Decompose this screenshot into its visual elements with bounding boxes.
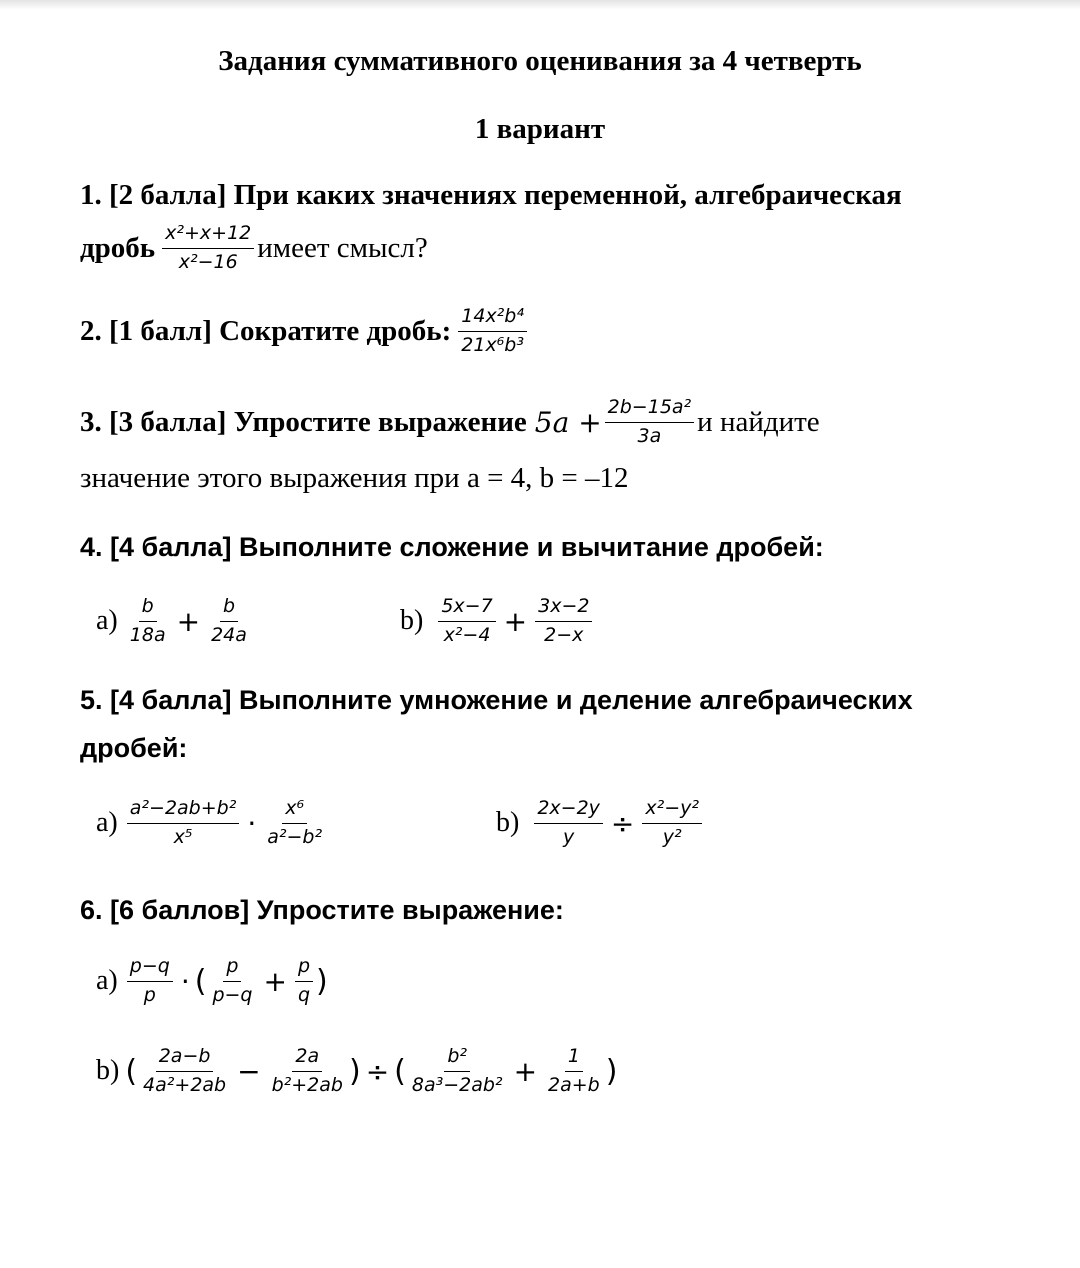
numerator: a²−2ab+b² <box>127 797 240 824</box>
variant-title: 1 вариант <box>474 113 606 145</box>
task-5a-label: a) <box>96 807 118 839</box>
numerator: 2x−2y <box>534 797 603 824</box>
task-5-heading-line2: дробей: <box>80 733 188 763</box>
denominator: 2a+b <box>548 1073 600 1096</box>
denominator: a²−b² <box>267 825 323 848</box>
plus-operator: + <box>503 604 528 638</box>
numerator: b <box>220 595 238 622</box>
numerator: b <box>139 595 157 622</box>
task-6b-fraction-3 <box>409 1045 506 1098</box>
denominator: p−q <box>212 983 253 1006</box>
numerator: p−q <box>127 955 173 982</box>
task-3-suffix: и найдите <box>697 405 820 438</box>
task-5-heading: 5. [4 балла] Выполните умножение и деление алгебраических <box>80 685 913 715</box>
plus-operator: + <box>513 1054 538 1088</box>
numerator: x⁶ <box>282 797 307 824</box>
task-4b-fraction-1 <box>438 595 495 648</box>
numerator: 2a <box>292 1045 322 1072</box>
task-2-fraction <box>458 305 527 358</box>
task-1-fraction <box>162 222 254 275</box>
task-1-suffix: имеет смысл? <box>257 231 428 264</box>
task-6a-fraction-3 <box>295 955 313 1008</box>
task-2-numerator: 14x²b⁴ <box>458 305 527 332</box>
denominator: 24a <box>211 623 247 646</box>
open-paren: ( <box>394 1053 406 1089</box>
task-1-numerator: x²+x+12 <box>162 222 254 249</box>
task-4a-fraction-1 <box>127 595 169 648</box>
task-4a-label: a) <box>96 605 118 637</box>
open-paren: ( <box>125 1053 138 1089</box>
task-5a-fraction-1 <box>127 797 240 850</box>
numerator: 3x−2 <box>535 595 592 622</box>
task-5b-fraction-2 <box>642 797 702 850</box>
task-2-line <box>80 305 530 358</box>
task-3-line2: значение этого выражения при a = 4, b = –12 <box>80 462 629 494</box>
task-4a-fraction-2 <box>208 595 250 648</box>
denominator: 18a <box>129 623 166 646</box>
task-6b-label: b) <box>96 1055 120 1087</box>
task-5b-label: b) <box>496 807 520 839</box>
multiply-operator: · <box>180 964 190 998</box>
task-3-heading: 3. [3 балла] Упростите выражение <box>80 405 527 438</box>
task-2-denominator: 21x⁶b³ <box>461 333 524 356</box>
task-4b-label: b) <box>400 605 424 637</box>
task-5b-fraction-1 <box>534 797 603 850</box>
denominator: y <box>563 825 575 848</box>
task-3-line1 <box>80 396 820 449</box>
task-6a-label: a) <box>96 965 118 997</box>
denominator: 8a³−2ab² <box>411 1073 503 1096</box>
denominator: b²+2ab <box>271 1073 343 1096</box>
task-6a-fraction-1 <box>127 955 173 1008</box>
document-title: Задания суммативного оценивания за 4 четверть <box>218 45 862 77</box>
task-3-denominator: 3a <box>637 424 662 447</box>
numerator: 1 <box>565 1045 583 1072</box>
plus-operator: + <box>176 604 201 638</box>
numerator: p <box>295 955 313 982</box>
task-5a-fraction-2 <box>264 797 325 850</box>
task-3-numerator: 2b−15a² <box>605 396 695 423</box>
numerator: p <box>223 955 241 982</box>
multiply-operator: · <box>247 806 257 840</box>
task-1-heading: 1. [2 балла] При каких значениях переменной, алгебраическая <box>80 179 902 211</box>
task-4b <box>400 595 595 648</box>
task-4b-fraction-2 <box>535 595 592 648</box>
task-6b-fraction-2 <box>269 1045 346 1098</box>
task-6a-fraction-2 <box>209 955 255 1008</box>
task-5a <box>96 797 328 850</box>
task-6b-fraction-1 <box>140 1045 229 1098</box>
open-paren: ( <box>194 963 207 999</box>
task-6-heading: 6. [6 баллов] Упростите выражение: <box>80 895 564 925</box>
denominator: 2−x <box>544 623 584 646</box>
numerator: 2a−b <box>156 1045 214 1072</box>
denominator: 4a²+2ab <box>143 1073 227 1096</box>
task-1-denominator: x²−16 <box>178 250 238 273</box>
task-1-prefix: дробь <box>80 231 156 264</box>
denominator: p <box>143 983 156 1006</box>
minus-operator: − <box>237 1054 261 1088</box>
task-6b-fraction-4 <box>545 1045 603 1098</box>
task-6b <box>96 1045 617 1098</box>
numerator: x²−y² <box>642 797 702 824</box>
top-shadow <box>0 0 1080 10</box>
close-paren: ) <box>348 1053 361 1089</box>
numerator: 5x−7 <box>438 595 495 622</box>
task-4a <box>96 595 253 648</box>
divide-operator: ÷ <box>365 1054 390 1088</box>
task-2-heading: 2. [1 балл] Сократите дробь: <box>80 314 452 347</box>
task-1-line2 <box>80 222 428 275</box>
denominator: x⁵ <box>173 825 193 848</box>
task-4-heading: 4. [4 балла] Выполните сложение и вычитание дробей: <box>80 532 824 562</box>
denominator: y² <box>662 825 682 848</box>
task-5b <box>496 797 705 850</box>
task-3-expression-lead: 5a + <box>534 405 602 439</box>
close-paren: ) <box>605 1053 618 1089</box>
denominator: x²−4 <box>443 623 491 646</box>
divide-operator: ÷ <box>610 806 635 840</box>
close-paren: ) <box>316 963 328 999</box>
task-3-fraction <box>605 396 695 449</box>
numerator: b² <box>444 1045 470 1072</box>
task-6a <box>96 955 328 1008</box>
denominator: q <box>297 983 311 1006</box>
plus-operator: + <box>263 964 287 998</box>
